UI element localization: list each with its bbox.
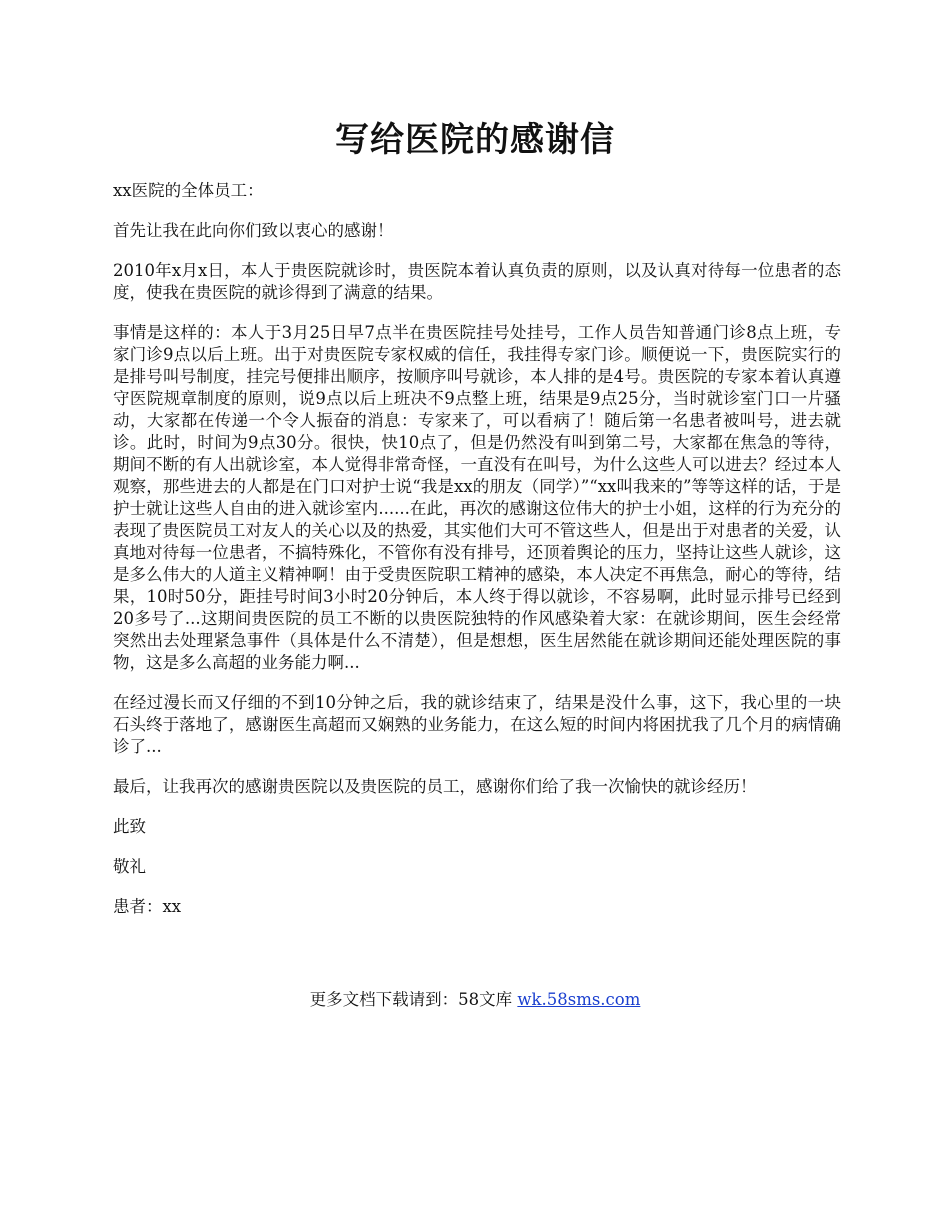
paragraph-final-thanks: 最后，让我再次的感谢贵医院以及贵医院的员工，感谢你们给了我一次愉快的就诊经历！	[113, 777, 757, 796]
paragraph-visit-summary: 2010年x月x日，本人于贵医院就诊时，贵医院本着认真负责的原则，以及认真对待每一位患者的态度，使我在贵医院的就诊得到了满意的结果。	[113, 261, 841, 302]
paragraph-thanks-opening: 首先让我在此向你们致以衷心的感谢！	[113, 221, 394, 240]
paragraph-story: 事情是这样的：本人于3月25日早7点半在贵医院挂号处挂号，工作人员告知普通门诊8点上班，专家门诊9点以后上班。出于对贵医院专家权威的信任，我挂得专家门诊。顺便说一下，贵医院实行的是排号叫号制度，挂完号便排出顺序，按顺序叫号就诊，本人排的是4号。贵医院的专家本着认真遵守医院规章制度的原则，说9点以后上班决不9点整上班，结果是9点25分，当时就诊室门口一片骚动，大家都在传递一个令人振奋的消息：专家来了，可以看病了！随后第一名患者被叫号，进去就诊。此时，时间为9点30分。很快，快10点了，但是仍然没有叫到第二号，大家都在焦急的等待，期间不断的有人出就诊室，本人觉得非常奇怪，一直没有在叫号，为什么这些人可以进去？经过本人观察，那些进去的人都是在门口对护士说“我是xx的朋友（同学）”“xx叫我来的”等等这样的话，于是护士就让这些人自由的进入就诊室内......在此，再次的感谢这位伟大的护士小姐，这样的行为充分的表现了贵医院员工对友人的关心以及的热爱，其实他们大可不管这些人，但是出于对患者的关爱，认真地对待每一位患者，不搞特殊化，不管你有没有排号，还顶着舆论的压力，坚持让这些人就诊，这是多么伟大的人道主义精神啊！由于受贵医院职工精神的感染，本人决定不再焦急，耐心的等待，结果，10时50分，距挂号时间3小时20分钟后，本人终于得以就诊，不容易啊，此时显示排号已经到20多号了...这期间贵医院的员工不断的以贵医院独特的作风感染着大家：在就诊期间，医生会经常突然出去处理紧急事件（具体是什么不清楚），但是想想，医生居然能在就诊期间还能处理医院的事物，这是多么高超的业务能力啊...	[113, 323, 841, 672]
signature: 患者：xx	[113, 897, 182, 916]
footer-prefix: 更多文档下载请到：58文库	[309, 990, 518, 1009]
document-title: 写给医院的感谢信	[335, 120, 615, 160]
salutation: xx医院的全体员工：	[113, 181, 264, 200]
paragraph-diagnosis: 在经过漫长而又仔细的不到10分钟之后，我的就诊结束了，结果是没什么事，这下，我心里的一块石头终于落地了，感谢医生高超而又娴熟的业务能力，在这么短的时间内将困扰我了几个月的病情确诊了...	[113, 693, 841, 756]
letter-body	[113, 180, 841, 936]
closing-cizhi: 此致	[113, 817, 146, 836]
download-footer	[0, 989, 950, 1011]
footer-download-link[interactable]: wk.58sms.com	[517, 990, 641, 1009]
closing-jingli: 敬礼	[113, 857, 146, 876]
